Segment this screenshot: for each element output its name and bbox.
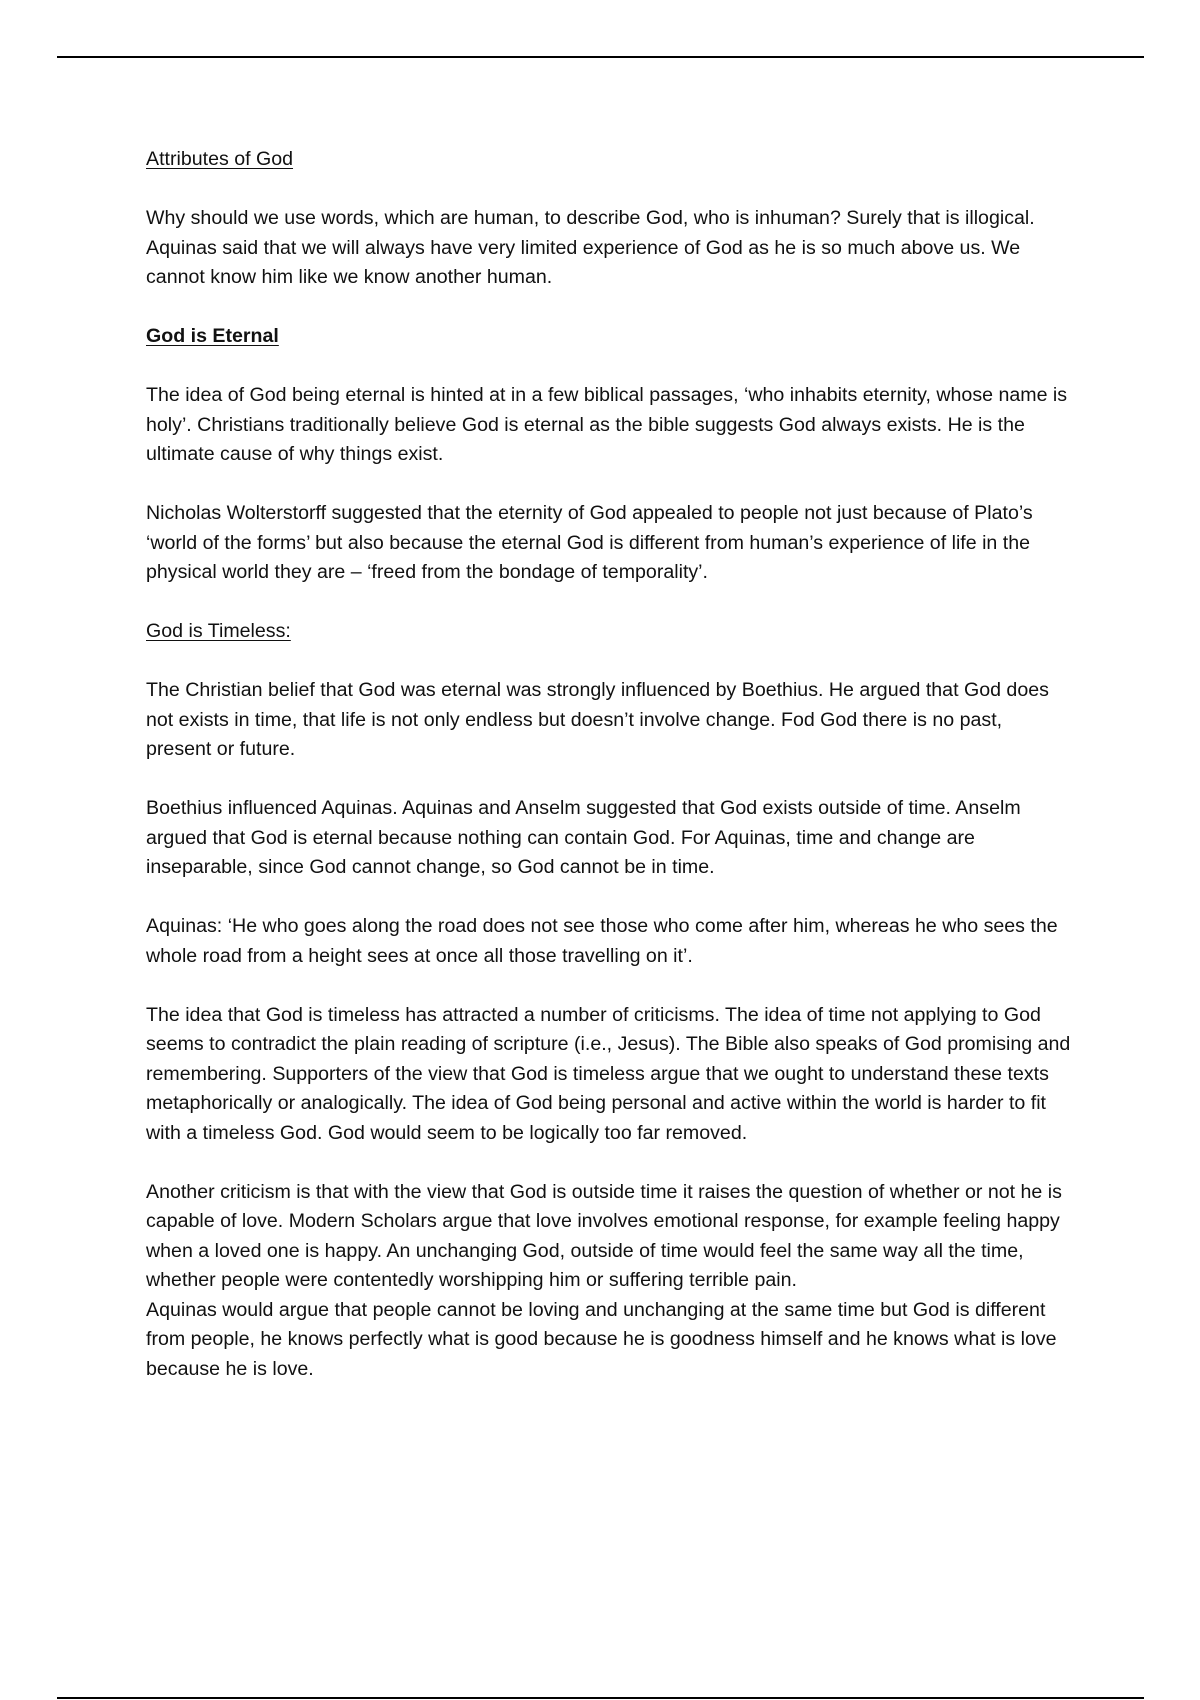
intro-paragraph-1: Why should we use words, which are human, to describe God, who is inhuman? Surely that is illogical. (146, 207, 1035, 229)
timeless-paragraph-4: The idea that God is timeless has attracted a number of criticisms. The idea of time not applying to God seems to contradict the plain reading of scripture (i.e., Jesus). The Bible also speaks of God promising and remembering. Supporters of the view that God is timeless argue that we ought to understand these texts metaphorically or analogically. The idea of God being personal and active within the world is harder to fit with a timeless God. God would seem to be logically too far removed. (146, 1003, 1071, 1144)
heading-god-is-timeless: God is Timeless: (146, 620, 291, 642)
header-rule (57, 56, 1144, 58)
intro-paragraph-2: Aquinas said that we will always have very limited experience of God as he is so much above us. We cannot know him like we know another human. (146, 236, 1021, 288)
eternal-paragraph-2: Nicholas Wolterstorff suggested that the eternity of God appealed to people not just because of Plato’s ‘world of the forms’ but also because the eternal God is different from human’s experience of life in the physical world they are – ‘freed from the bondage of temporality’. (146, 502, 1033, 583)
criticism-paragraph-2: Aquinas would argue that people cannot be loving and unchanging at the same time but God is different from people, he knows perfectly what is good because he is goodness himself and he knows what is love because he is love. (146, 1298, 1057, 1380)
heading-god-is-eternal: God is Eternal (146, 325, 279, 347)
timeless-paragraph-3: Aquinas: ‘He who goes along the road does not see those who come after him, whereas he who sees the whole road from a height sees at once all those travelling on it’. (146, 915, 1058, 967)
criticism-paragraph-1: Another criticism is that with the view that God is outside time it raises the question of whether or not he is capable of love. Modern Scholars argue that love involves emotional response, for example feeling happy when a loved one is happy. An unchanging God, outside of time would feel the same way all the time, whether people were contentedly worshipping him or suffering terrible pain. (146, 1180, 1062, 1291)
timeless-paragraph-1: The Christian belief that God was eternal was strongly influenced by Boethius. He argued that God does not exists in time, that life is not only endless but doesn’t involve change. Fod God there is no past, present or future. (146, 679, 1049, 760)
eternal-paragraph-1: The idea of God being eternal is hinted at in a few biblical passages, ‘who inhabits eternity, whose name is holy’. Christians traditionally believe God is eternal as the bible suggests God always exists. He is the ultimate cause of why things exist. (146, 384, 1068, 465)
footer-rule (57, 1697, 1144, 1699)
timeless-paragraph-2: Boethius influenced Aquinas. Aquinas and Anselm suggested that God exists outside of time. Anselm argued that God is eternal because nothing can contain God. For Aquinas, time and change are inseparable, since God cannot change, so God cannot be in time. (146, 797, 1021, 878)
document-body (146, 145, 1071, 1414)
document-title: Attributes of God (146, 148, 294, 170)
